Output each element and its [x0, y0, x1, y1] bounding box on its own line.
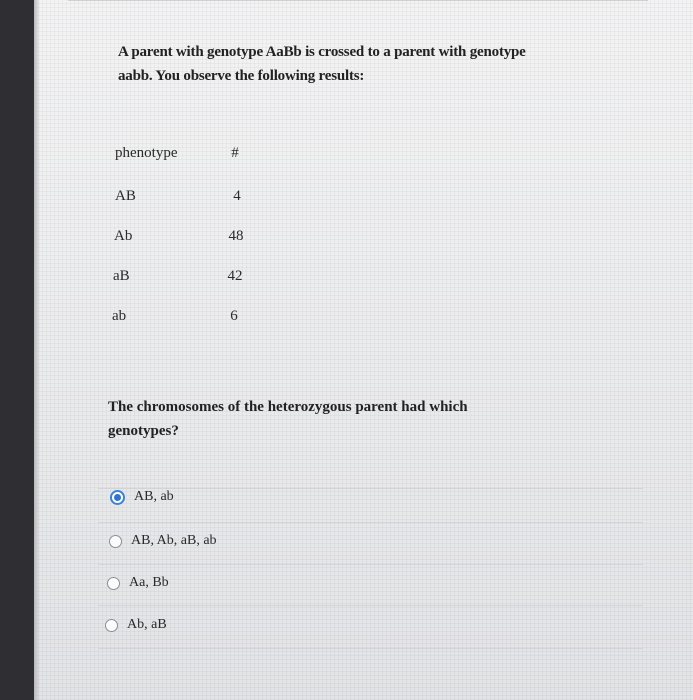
phenotype-header: phenotype — [115, 145, 178, 161]
quiz-panel — [34, 0, 693, 700]
option-divider — [98, 522, 643, 523]
prompt-text — [108, 395, 608, 443]
option-ab-ab[interactable] — [110, 486, 174, 508]
question-text — [118, 40, 658, 88]
table-row — [115, 188, 315, 210]
option-label: AB, ab — [134, 489, 174, 504]
count-header: # — [231, 145, 239, 161]
option-label: Aa, Bb — [129, 575, 169, 590]
phenotype-cell: AB — [115, 188, 136, 204]
count-cell: 4 — [233, 188, 241, 204]
table-row — [112, 308, 312, 330]
table-row — [114, 228, 314, 250]
option-Aa-Bb[interactable] — [107, 572, 169, 594]
prompt-line-2: genotypes? — [108, 423, 179, 439]
question-line-1: A parent with genotype AaBb is crossed to a parent with genotype — [118, 44, 526, 60]
top-divider — [68, 0, 648, 1]
count-cell: 6 — [230, 308, 238, 324]
table-row — [113, 268, 313, 290]
question-line-2: aabb. You observe the following results: — [118, 68, 365, 84]
radio-icon[interactable] — [109, 535, 122, 548]
option-divider — [98, 605, 643, 606]
option-divider — [98, 564, 643, 565]
panel-edge-shadow — [34, 0, 40, 700]
option-label: Ab, aB — [127, 617, 167, 632]
radio-icon[interactable] — [107, 577, 120, 590]
count-cell: 42 — [227, 268, 243, 284]
phenotype-cell: ab — [112, 308, 127, 324]
option-label: AB, Ab, aB, ab — [131, 533, 217, 548]
option-divider — [98, 648, 643, 649]
count-cell: 48 — [228, 228, 244, 244]
prompt-line-1: The chromosomes of the heterozygous parent had which — [108, 399, 468, 415]
radio-icon[interactable] — [105, 619, 118, 632]
option-Ab-aB[interactable] — [105, 614, 167, 636]
table-header — [115, 145, 315, 167]
phenotype-cell: Ab — [114, 228, 133, 244]
option-ab-Ab-aB-ab[interactable] — [109, 530, 217, 552]
phenotype-cell: aB — [113, 268, 130, 284]
radio-selected-icon[interactable] — [110, 490, 125, 505]
option-divider — [98, 488, 643, 489]
